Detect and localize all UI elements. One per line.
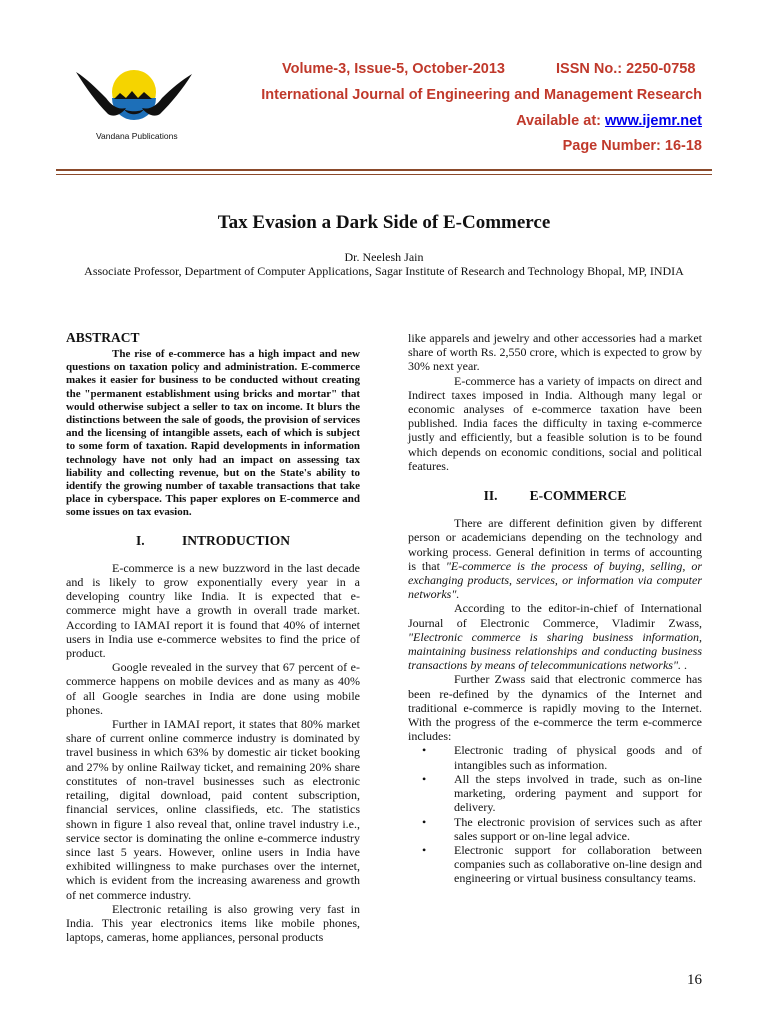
bullet-icon: • bbox=[422, 842, 427, 857]
bullet-icon: • bbox=[422, 771, 427, 786]
intro-paragraph-4: Electronic retailing is also growing very fast in India. This year electronics items like mobile phones, laptops, cameras, home appliances, personal products bbox=[66, 901, 360, 945]
right-column bbox=[408, 331, 702, 886]
list-item bbox=[408, 743, 702, 771]
left-column bbox=[66, 330, 360, 944]
intro-paragraph-5: E-commerce has a variety of impacts on direct and Indirect taxes imposed in India. Although many legal or economic analyses of e-commerce taxation have been published. India faces the difficulty in taxing e-commerce justly and efficiently, but a feasible solution is to be found which depends on economic conditions, social and political features. bbox=[408, 373, 702, 473]
logo-caption: Vandana Publications bbox=[96, 131, 178, 141]
section-2-heading bbox=[408, 489, 702, 503]
header-rule-thick bbox=[56, 169, 712, 171]
ecommerce-p1-text: There are different definition given by different person or academicians depending on the technology and working process. General definition in terms of accounting is that bbox=[408, 516, 702, 573]
ecommerce-paragraph-1 bbox=[408, 516, 702, 601]
list-item-text: The electronic provision of services such as after sales support or on-line legal advice. bbox=[454, 814, 702, 843]
issn-number: ISSN No.: 2250-0758 bbox=[556, 61, 696, 77]
header-rule-thin bbox=[56, 174, 712, 175]
list-item-text: All the steps involved in trade, such as on-line marketing, ordering payment and support for delivery. bbox=[454, 771, 702, 815]
page-range: Page Number: 16-18 bbox=[562, 138, 702, 154]
availability-line bbox=[516, 113, 702, 129]
volume-issue: Volume-3, Issue-5, October-2013 bbox=[282, 61, 505, 77]
available-label: Available at: bbox=[516, 113, 606, 129]
list-item bbox=[408, 772, 702, 815]
intro-paragraph-3: Further in IAMAI report, it states that 80% market share of current online commerce industry is dominated by travel business in which 63% by domestic air ticket booking and 27% by online Railway ticket, and remaining 20% share constitutes of non-travel businesses such as electronic retailing, digital download, paid content subscription, financial services, online classifieds, etc. The statistics shown in figure 1 also reveal that, online travel industry i.e., service sector is dominating the online e-commerce industry since last 5 years. However, online users in India have exhibited willingness to make purchases over the internet, which is evident from the increasing awareness and growth of net commerce industry. bbox=[66, 717, 360, 902]
ecommerce-paragraph-2 bbox=[408, 601, 702, 672]
article-title: Tax Evasion a Dark Side of E-Commerce bbox=[217, 212, 551, 233]
ecommerce-definition-quote: "E-commerce is the process of buying, selling, or exchanging products, services, or information via computer networks". bbox=[408, 558, 702, 602]
list-item-text: Electronic trading of physical goods and of intangibles such as information. bbox=[454, 743, 702, 772]
intro-paragraph-1: E-commerce is a new buzzword in the last decade and is likely to grow exponentially every year in a developing country like India. It is expected that e-commerce might have a growth in overall trade market. According to IAMAI report it is found that 40% of internet users in India use e-commerce websites to find the price of product. bbox=[66, 560, 360, 661]
journal-url-link[interactable]: www.ijemr.net bbox=[605, 113, 702, 129]
author-affiliation: Associate Professor, Department of Computer Applications, Sagar Institute of Research and Technology Bhopal, MP, INDIA bbox=[84, 264, 684, 278]
zwass-definition-quote: "Electronic commerce is sharing business information, maintaining business relationships and conducting business transactions by means of telecommunications networks". bbox=[408, 629, 702, 673]
bullet-icon: • bbox=[422, 743, 427, 758]
section-1-heading bbox=[66, 534, 360, 548]
abstract-text: The rise of e-commerce has a high impact and new questions on taxation policy and administration. E-commerce makes it easier for business to be conducted without creating the "permanent establishment using bricks and mortar" that would otherwise subject a seller to tax on income. It blurs the distinctions between the sale of goods, the provision of services and the licensing of intangible assets, each of which is subject to some form of taxation. Rapid developments in information technology have not only had an impact on assessing tax liability and collecting revenue, but on the State's ability to identify the growing number of taxable transactions that take place in cyberspace. This paper explores on E-commerce and some issues on tax evasion. bbox=[66, 348, 360, 519]
bullet-icon: • bbox=[422, 814, 427, 829]
section-1-number: I. bbox=[135, 532, 145, 548]
list-item bbox=[408, 843, 702, 886]
ecommerce-paragraph-3: Further Zwass said that electronic commerce has been re-defined by the dynamics of the Internet and traditional e-commerce is rapidly moving to the Internet. With the progress of the e-commerce the term e-commerce includes: bbox=[408, 672, 702, 744]
section-1-title: INTRODUCTION bbox=[181, 532, 290, 548]
section-2-title: E-COMMERCE bbox=[529, 488, 627, 504]
journal-name: International Journal of Engineering and Management Research bbox=[261, 87, 702, 103]
list-item bbox=[408, 815, 702, 843]
ecommerce-p2-text: According to the editor-in-chief of International Journal of Electronic Commerce, Vladimir Zwass, bbox=[408, 601, 702, 630]
intro-continuation: like apparels and jewelry and other accessories had a market share of worth Rs. 2,550 crore, which is expected to grow by 30% next year. bbox=[408, 331, 702, 374]
section-2-number: II. bbox=[483, 488, 498, 504]
journal-header bbox=[0, 0, 768, 175]
list-item-text: Electronic support for collaboration between companies such as collaborative on-line design and engineering or virtual business consultancy teams. bbox=[454, 842, 702, 886]
ecommerce-includes-list bbox=[408, 743, 702, 885]
ecommerce-p2-tail: . bbox=[681, 658, 688, 673]
page-number: 16 bbox=[687, 972, 702, 988]
abstract-heading: ABSTRACT bbox=[66, 330, 140, 345]
intro-paragraph-2: Google revealed in the survey that 67 percent of e-commerce happens on mobile devices and as many as 40% of all Google searches in India are done using mobile phones. bbox=[66, 660, 360, 717]
article-author: Dr. Neelesh Jain bbox=[344, 250, 424, 264]
